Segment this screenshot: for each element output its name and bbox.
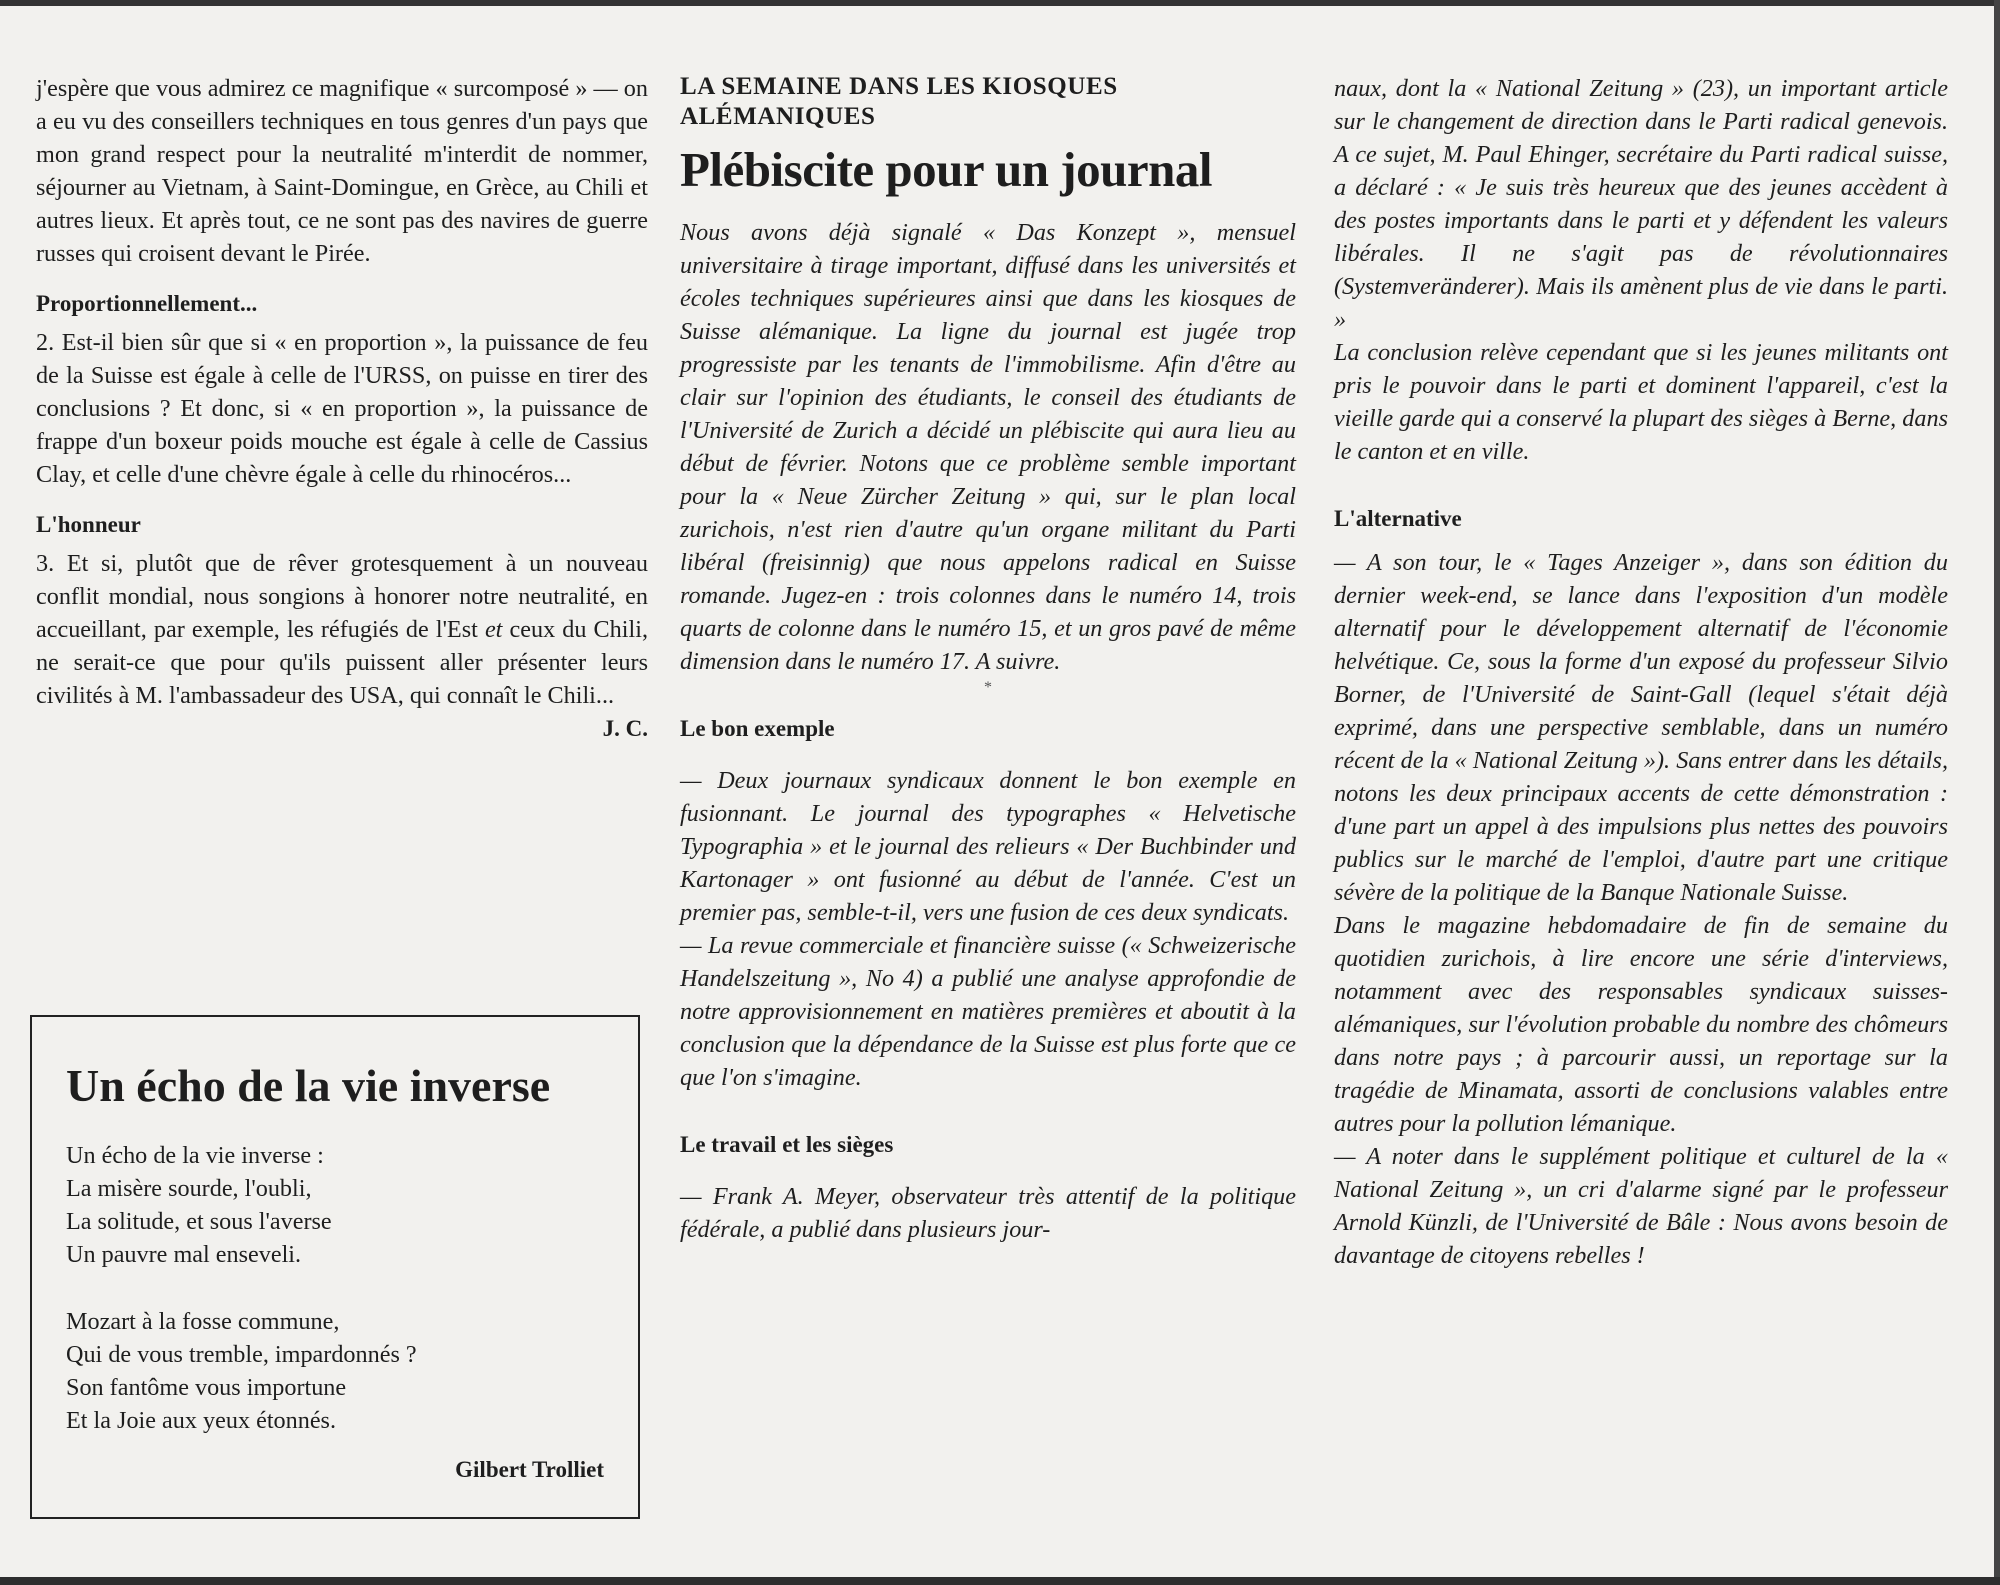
page-top-edge [0,0,2000,6]
poem-box [30,1015,640,1519]
paragraph-cri-alarme: — A noter dans le supplément politique et culturel de la « National Zeitung », un cri d'alarme signé par le professeur Arnold Künzli, de l'Université de Bâle : Nous avons besoin de davantage de citoyens rebelles ! [1334,1143,1948,1269]
paragraph-fusion-syndicats: — Deux journaux syndicaux donnent le bon exemple en fusionnant. Le journal des typographes « Helvetische Typographia » et le journal des relieurs « Der Buchbinder und Kartonager » ont fusionné au début de l'année. C'est un premier pas, semble-t-il, vers une fusion de ces deux syndicats. [680,767,1296,926]
paragraph-national-zeitung: naux, dont la « National Zeitung » (23), un important article sur le changement de direction dans le Parti radical genevois. A ce sujet, M. Paul Ehinger, secrétaire du Parti radical suisse, a déclaré : « Je suis très heureux que des jeunes accèdent à des postes importants dans le parti et y défendent les valeurs libérales. Il ne s'agit pas de révolutionnaires (Systemveränderer). Mais ils amènent plus de vie dans le parti. » [1334,75,1948,333]
paragraph-conclusion: La conclusion relève cependant que si les jeunes militants ont pris le pouvoir dans le parti et dominent l'appareil, c'est la vieille garde qui a conservé la plupart des sièges à Berne, dans le canton et en ville. [1334,339,1948,465]
poem-line: Qui de vous tremble, impardonnés ? [66,1341,417,1368]
paragraph-point-3-part-b: ceux du Chili, ne serait-ce que pour qu'ils puissent aller présenter leurs civilités à M. l'ambassadeur des USA, qui connaît le Chili... [36,616,648,709]
paragraph-point-3-part-a: 3. Et si, plutôt que de rêver grotesquement à un nouveau conflit mondial, nous songions à honorer notre neutralité, en accueillant, par exemple, les réfugiés de l'Est [36,550,648,643]
poem-line: Un écho de la vie inverse : [66,1142,324,1169]
paragraph-point-3-emphasis: et [484,616,503,643]
subheading-alternative: L'alternative [1334,506,1462,531]
poem-title: Un écho de la vie inverse [66,1060,551,1111]
column-left [36,72,648,745]
poem-line: Son fantôme vous importune [66,1374,347,1401]
paragraph-point-2: 2. Est-il bien sûr que si « en proportion », la puissance de feu de la Suisse est égale à celle de l'URSS, on puisse en tirer des conclusions ? Et donc, si « en proportion », la puissance de frappe d'un boxeur poids mouche est égale à celle de Cassius Clay, et celle d'une chèvre égale à celle du rhinocéros... [36,329,648,488]
poem-line: Mozart à la fosse commune, [66,1308,340,1335]
article-headline: Plébiscite pour un journal [680,142,1212,197]
signature-jc: J. C. [602,716,648,741]
intro-paragraph: j'espère que vous admirez ce magnifique « surcomposé » — on a eu vu des conseillers techniques en tous genres d'un pays que mon grand respect pour la neutralité m'interdit de nommer, séjourner au Vietnam, à Saint-Domingue, en Grèce, au Chili et autres lieux. Et après tout, ce ne sont pas des navires de guerre russes qui croisent devant le Pirée. [36,75,648,267]
paragraph-magazine: Dans le magazine hebdomadaire de fin de semaine du quotidien zurichois, à lire encore une série d'interviews, notamment avec des responsables syndicaux suisses-alémaniques, sur l'évolution probable du nombre des chômeurs dans notre pays ; à parcourir aussi, un reportage sur la tragédie de Minamata, assorti de conclusions valables entre autres pour la pollution lémanique. [1334,912,1948,1137]
page-bottom-edge [0,1577,2000,1585]
paragraph-handelszeitung: — La revue commerciale et financière suisse (« Schweizerische Handelszeitung », No 4) a publié une analyse approfondie de notre approvisionnement en matières premières et aboutit à la conclusion que la dépendance de la Suisse est plus forte que ce que l'on s'imagine. [680,932,1296,1091]
poem-line: La misère sourde, l'oubli, [66,1175,312,1202]
article-lead: Nous avons déjà signalé « Das Konzept », mensuel universitaire à tirage important, diffusé dans les universités et écoles techniques supérieures ainsi que dans les kiosques de Suisse alémanique. La ligne du journal est jugée trop progressiste par les tenants de l'immobilisme. Afin d'être au clair sur l'opinion des étudiants, le conseil des étudiants de l'Université de Zurich a décidé un plébiscite qui aura lieu au début de février. Notons que ce problème semble important pour la « Neue Zürcher Zeitung » qui, sur le plan local zurichois, n'est rien d'autre qu'un organe militant du Parti libéral (freisinnig) que nous appelons radical en Suisse romande. Jugez-en : trois colonnes dans le numéro 14, trois quarts de colonne dans le numéro 15, et un gros pavé de même dimension dans le numéro 17. A suivre. [680,219,1296,675]
column-right [1334,72,1948,1272]
paragraph-tages-anzeiger: — A son tour, le « Tages Anzeiger », dans son édition du dernier week-end, se lance dans l'exposition d'un modèle alternatif pour le développement alternatif de l'économie helvétique. Ce, sous la forme d'un exposé du professeur Silvio Borner, de l'Université de Saint-Gall (lequel s'était déjà exprimé, dans une perspective semblable, dans un numéro récent de la « National Zeitung »). Sans entrer dans les détails, notons les deux principaux accents de cette démonstration : d'une part un appel à des impulsions plus nettes des pouvoirs publics sur le marché de l'emploi, d'autre part une critique sévère de la politique de la Banque Nationale Suisse. [1334,549,1948,906]
paragraph-frank-meyer: — Frank A. Meyer, observateur très attentif de la politique fédérale, a publié dans plusieurs jour- [680,1183,1296,1243]
subheading-honneur: L'honneur [36,512,141,537]
page-right-edge [1994,0,2000,1585]
poem-line: Et la Joie aux yeux étonnés. [66,1407,337,1434]
subheading-travail-sieges: Le travail et les sièges [680,1132,894,1157]
subheading-bon-exemple: Le bon exemple [680,716,835,741]
poem-line: Un pauvre mal enseveli. [66,1241,302,1268]
poem-stanza-1 [66,1139,626,1271]
subheading-proportionnellement: Proportionnellement... [36,291,258,316]
poem-stanza-2 [66,1305,626,1437]
article-kicker: LA SEMAINE DANS LES KIOSQUES ALÉMANIQUES [680,73,1118,130]
poem-author: Gilbert Trolliet [455,1457,604,1482]
column-middle [680,72,1296,1246]
poem-line: La solitude, et sous l'averse [66,1208,332,1235]
paragraph-point-3 [36,547,648,712]
section-mark: * [984,679,992,696]
